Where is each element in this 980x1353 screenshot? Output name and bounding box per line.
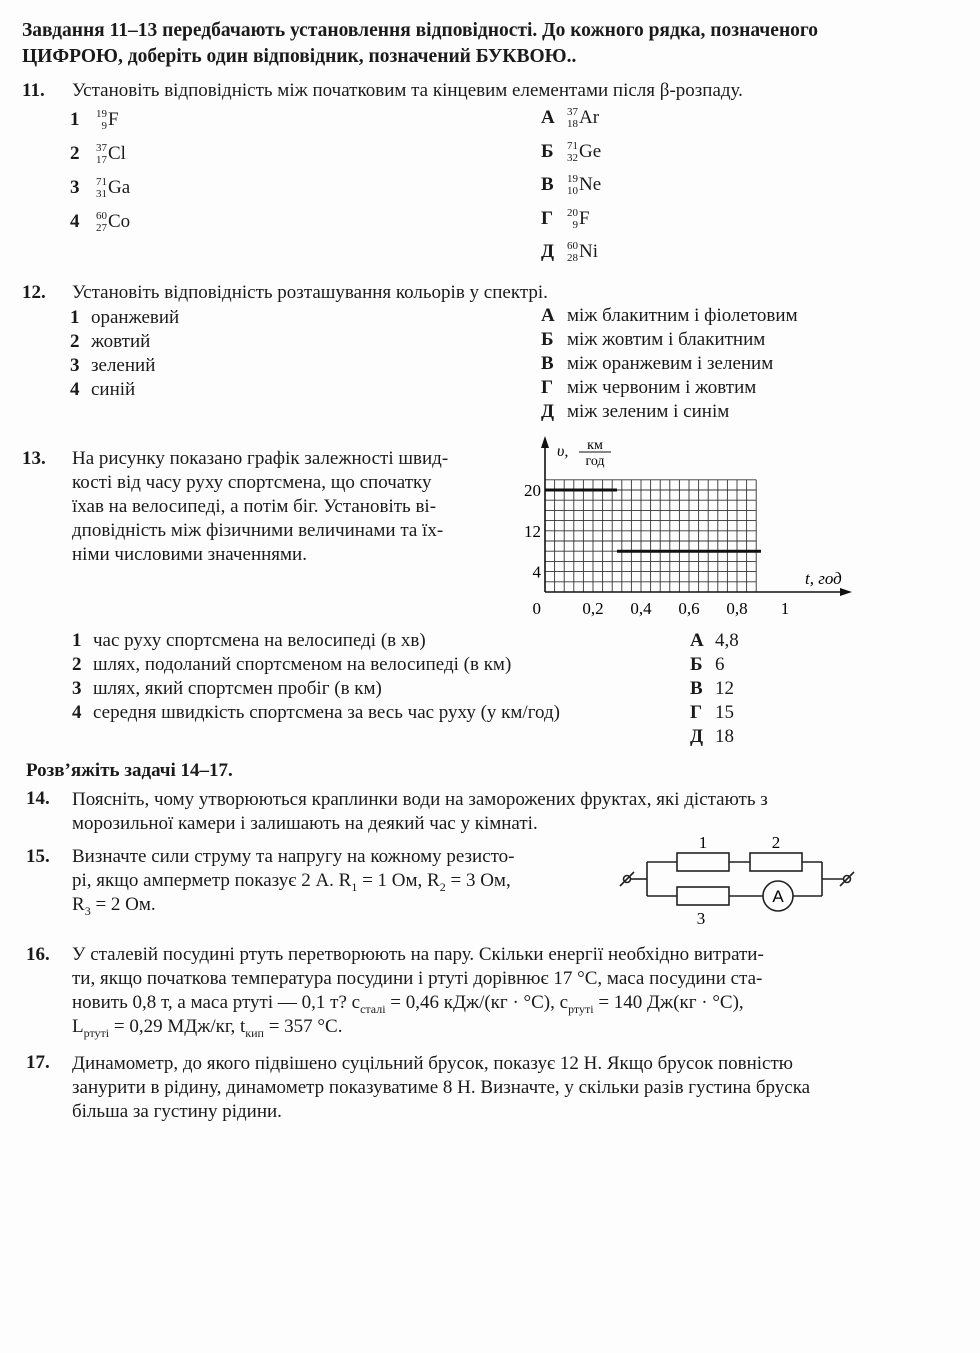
list-item	[690, 726, 734, 748]
option-label: 3	[70, 177, 80, 198]
isotope	[567, 207, 590, 231]
option-text: синій	[91, 379, 136, 400]
y-axis-arrow	[541, 436, 549, 448]
x-tick-label: 0,4	[630, 599, 652, 618]
option-text: між червоним і жовтим	[567, 377, 757, 398]
isotope	[567, 106, 599, 130]
mass-number: 71	[96, 176, 107, 188]
x-axis-label: t, год	[805, 569, 842, 588]
option-text: між оранжевим і зеленим	[567, 353, 774, 374]
list-item	[690, 630, 739, 652]
option-label: Д	[690, 726, 704, 747]
isotope	[567, 140, 601, 164]
resistor-2-label: 2	[771, 833, 781, 852]
question-16-number: 16.	[26, 944, 50, 965]
isotope	[96, 142, 126, 166]
question-12-text: Установіть відповідність розташування кольорів у спектрі.	[72, 282, 548, 303]
question-11-text: Установіть відповідність між початковим та кінцевим елементами після β-розпаду.	[72, 80, 743, 101]
question-11-number: 11.	[22, 80, 45, 101]
q11-left-option	[70, 108, 119, 132]
option-label: Б	[541, 329, 554, 350]
list-item	[541, 377, 756, 399]
x-tick-label: 0,6	[678, 599, 700, 618]
option-text: жовтий	[91, 331, 151, 352]
q11-left-option	[70, 142, 126, 166]
question-17-number: 17.	[26, 1052, 50, 1073]
option-text: між блакитним і фіолетовим	[567, 305, 798, 326]
question-14-number: 14.	[26, 788, 50, 809]
list-item	[72, 702, 560, 724]
question-16-line-3: новить 0,8 т, а маса ртуті — 0,1 т? $c_{сталі} = 0,46$ кДж/(кг · °С), $c_{ртуті} = 140$ Дж(кг · °С),	[72, 992, 744, 1016]
option-label: 4	[72, 702, 82, 723]
question-13-line-1: На рисунку показано графік залежності швид-	[72, 448, 449, 469]
element-symbol: Ne	[579, 174, 602, 195]
element-symbol: Cl	[108, 143, 126, 164]
resistor-1	[677, 853, 729, 871]
resistor-3-label: 3	[696, 909, 706, 928]
option-text: 4,8	[715, 630, 739, 651]
question-13-line-4: дповідність між фізичними величинами та їх-	[72, 520, 444, 541]
question-13-line-2: кості від часу руху спортсмена, що спочатку	[72, 472, 432, 493]
list-item	[72, 630, 426, 652]
element-symbol: Ge	[579, 140, 602, 162]
chart-grid	[545, 480, 756, 592]
element-symbol: F	[579, 207, 590, 229]
resistor-2	[750, 853, 802, 871]
option-label: 2	[72, 654, 82, 675]
list-item	[541, 305, 798, 327]
option-label: Б	[690, 654, 703, 675]
list-item	[70, 307, 179, 329]
atomic-number: 32	[567, 151, 578, 164]
option-text: між жовтим і блакитним	[567, 329, 766, 350]
option-text: оранжевий	[91, 307, 180, 328]
mass-number: 60	[567, 240, 578, 252]
resistor-1-label: 1	[698, 833, 708, 852]
list-item	[541, 401, 729, 423]
q11-right-option	[541, 140, 601, 164]
atomic-number: 31	[96, 188, 107, 200]
q11-right-option	[541, 173, 601, 197]
option-label: В	[541, 174, 554, 195]
y-tick-label: 4	[532, 562, 541, 582]
isotope	[567, 173, 601, 197]
question-16-line-1: У сталевій посудині ртуть перетворюють на пару. Скільки енергії необхідно витрати-	[72, 944, 764, 965]
option-label: А	[690, 630, 704, 651]
q11-right-option	[541, 106, 599, 130]
list-item	[70, 331, 150, 353]
option-text: між зеленим і синім	[567, 401, 730, 422]
option-text: середня швидкість спортсмена за весь час руху (у км/год)	[93, 702, 560, 723]
option-text: шлях, який спортсмен пробіг (в км)	[93, 678, 382, 699]
mass-number: 19	[96, 108, 107, 120]
option-label: 4	[70, 211, 80, 232]
mass-number: 20	[567, 206, 578, 219]
isotope	[96, 176, 130, 200]
q11-right-option	[541, 240, 598, 264]
q11-left-option	[70, 210, 130, 234]
q11-right-option	[541, 207, 590, 231]
list-item	[70, 355, 155, 377]
mass-number: 37	[567, 106, 578, 118]
question-17-text: Динамометр, до якого підвішено суцільний брусок, показує 12 Н. Якщо брусок повністю занурити в рідину, динамометр показуватиме 8 Н. Визначте, у скільки разів густина бруска більша за густину рідини.	[72, 1053, 811, 1122]
option-text: шлях, подоланий спортсменом на велосипеді (в км)	[93, 654, 512, 675]
atomic-number: 10	[567, 185, 578, 197]
option-label: Д	[541, 241, 555, 262]
option-label: Д	[541, 401, 555, 422]
instructions-heading: Завдання 11–13 передбачають установлення відповідності. До кожного рядка, позначеного ЦИФРОЮ, доберіть один відповідник, позначений БУКВОЮ..	[22, 20, 819, 67]
question-13-number: 13.	[22, 448, 46, 469]
circuit-diagram	[615, 830, 865, 930]
option-label: В	[541, 353, 554, 374]
list-item	[690, 654, 725, 676]
atomic-number: 9	[101, 120, 107, 132]
option-label: 1	[70, 307, 80, 328]
option-text: 12	[715, 678, 734, 699]
isotope	[96, 210, 130, 234]
option-label: В	[690, 678, 703, 699]
mass-number: 19	[567, 173, 578, 185]
option-label: Г	[541, 377, 554, 398]
question-15-line-2: рі, якщо амперметр показує 2 А. $R_1 = 1$ Ом, $R_2 = 3$ Ом,	[72, 870, 511, 894]
atomic-number: 9	[572, 218, 578, 231]
origin-label: 0	[532, 599, 541, 618]
question-16-line-4: $L_{ртуті} = 0,29$ МДж/кг, $t_{кип} = 357$ °С.	[72, 1016, 343, 1040]
question-12-number: 12.	[22, 282, 46, 303]
question-13-line-3: їхав на велосипеді, а потім біг. Установіть ві-	[72, 496, 437, 517]
list-item	[72, 654, 511, 676]
option-label: 2	[70, 331, 80, 352]
resistor-3	[677, 887, 729, 905]
x-axis-arrow	[840, 588, 852, 596]
list-item	[541, 353, 773, 375]
option-label: 1	[72, 630, 82, 651]
option-label: Б	[541, 140, 554, 162]
mass-number: 60	[96, 210, 107, 222]
question-15-line-3: $R_3 = 2$ Ом.	[72, 894, 156, 918]
option-text: 15	[715, 702, 734, 723]
option-label: 1	[70, 109, 80, 130]
y-axis-unit-den: год	[585, 454, 605, 469]
element-symbol: Ni	[579, 241, 598, 262]
option-label: 3	[72, 678, 82, 699]
question-16-line-2: ти, якщо початкова температура посудини і ртуті дорівнює 17 °С, маса посудини ста-	[72, 968, 763, 989]
x-tick-label: 0,8	[726, 599, 748, 618]
question-15-number: 15.	[26, 846, 50, 867]
list-item	[541, 329, 765, 351]
element-symbol: Ar	[579, 107, 600, 128]
atomic-number: 27	[96, 222, 107, 234]
y-tick-label: 12	[524, 521, 541, 541]
question-14-text: Поясніть, чому утворюються краплинки води на заморожених фруктах, які дістають з морозильної камери і залишають на деякий час у кімнаті.	[72, 789, 768, 834]
option-label: 2	[70, 143, 80, 164]
x-tick-label: 1	[780, 599, 790, 618]
mass-number: 37	[96, 142, 107, 154]
section-heading: Розв’яжіть задачі 14–17.	[26, 760, 233, 781]
y-axis-label-var: υ,	[557, 443, 569, 460]
list-item	[690, 678, 734, 700]
option-text: 6	[715, 654, 725, 675]
question-13-line-5: німи числовими значеннями.	[72, 544, 307, 565]
element-symbol: Ga	[108, 177, 131, 198]
q11-left-option	[70, 176, 130, 200]
option-label: А	[541, 305, 555, 326]
option-label: Г	[541, 207, 554, 229]
list-item	[72, 678, 382, 700]
y-axis-unit-num: км	[587, 438, 603, 453]
isotope	[96, 108, 119, 132]
option-text: зелений	[91, 355, 156, 376]
list-item	[70, 379, 135, 401]
ammeter-label: A	[772, 887, 784, 906]
atomic-number: 18	[567, 118, 578, 130]
velocity-time-chart	[500, 430, 870, 630]
option-label: 4	[70, 379, 80, 400]
x-tick-label: 0,2	[582, 599, 604, 618]
option-label: А	[541, 107, 555, 128]
atomic-number: 28	[567, 252, 578, 264]
element-symbol: F	[108, 109, 119, 130]
option-text: 18	[715, 726, 734, 747]
question-15-line-1: Визначте сили струму та напругу на кожному резисто-	[72, 846, 515, 867]
isotope	[567, 240, 598, 264]
option-text: час руху спортсмена на велосипеді (в хв)	[93, 630, 426, 651]
y-tick-label: 20	[524, 481, 541, 500]
option-label: 3	[70, 355, 80, 376]
mass-number: 71	[567, 139, 578, 152]
option-label: Г	[690, 702, 703, 723]
atomic-number: 17	[96, 154, 107, 166]
element-symbol: Co	[108, 211, 131, 232]
list-item	[690, 702, 734, 724]
